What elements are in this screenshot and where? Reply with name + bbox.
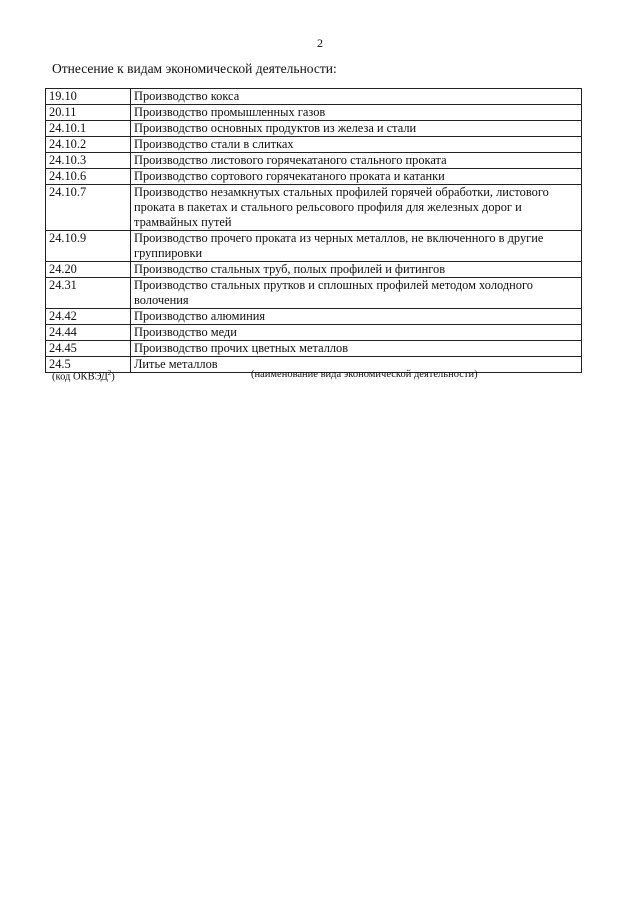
okved-code: 20.11 — [46, 105, 131, 121]
activity-name: Производство промышленных газов — [131, 105, 582, 121]
table-row — [46, 105, 582, 121]
activity-name: Производство листового горячекатаного стального проката — [131, 153, 582, 169]
activity-name: Производство алюминия — [131, 309, 582, 325]
okved-code: 19.10 — [46, 89, 131, 105]
code-caption-close: ) — [111, 371, 115, 383]
table-row — [46, 231, 582, 262]
activity-name: Производство незамкнутых стальных профилей горячей обработки, листового проката в пакетах и стального рельсового профиля для железных дорог и трамвайных путей — [131, 185, 582, 231]
code-caption — [52, 369, 115, 383]
table-row — [46, 185, 582, 231]
okved-code: 24.5 — [46, 357, 131, 373]
activity-name: Литье металлов — [131, 357, 582, 373]
activity-name: Производство стальных труб, полых профилей и фитингов — [131, 262, 582, 278]
okved-code: 24.45 — [46, 341, 131, 357]
table-row — [46, 309, 582, 325]
table-row — [46, 121, 582, 137]
activity-name: Производство стальных прутков и сплошных профилей методом холодного волочения — [131, 278, 582, 309]
table-row — [46, 137, 582, 153]
activity-name: Производство основных продуктов из железа и стали — [131, 121, 582, 137]
okved-code: 24.10.1 — [46, 121, 131, 137]
okved-code: 24.10.9 — [46, 231, 131, 262]
intro-text: Отнесение к видам экономической деятельности: — [52, 61, 337, 76]
okved-code: 24.42 — [46, 309, 131, 325]
activity-name: Производство сортового горячекатаного проката и катанки — [131, 169, 582, 185]
code-caption-text: (код ОКВЭД — [52, 371, 108, 383]
table-row — [46, 89, 582, 105]
okved-code: 24.31 — [46, 278, 131, 309]
okved-code: 24.44 — [46, 325, 131, 341]
okved-code: 24.10.7 — [46, 185, 131, 231]
table-row — [46, 262, 582, 278]
okved-code: 24.10.2 — [46, 137, 131, 153]
activity-name: Производство прочего проката из черных металлов, не включенного в другие группировки — [131, 231, 582, 262]
table-row — [46, 325, 582, 341]
table-row — [46, 341, 582, 357]
table-row — [46, 169, 582, 185]
footnote-mark: 2 — [107, 369, 112, 377]
activity-name: Производство кокса — [131, 89, 582, 105]
name-caption: (наименование вида экономической деятельности) — [251, 369, 478, 380]
activity-name: Производство прочих цветных металлов — [131, 341, 582, 357]
okved-table — [45, 88, 582, 373]
okved-code: 24.10.3 — [46, 153, 131, 169]
activity-name: Производство меди — [131, 325, 582, 341]
table-row — [46, 278, 582, 309]
page-number: 2 — [317, 36, 323, 50]
activity-name: Производство стали в слитках — [131, 137, 582, 153]
okved-code: 24.20 — [46, 262, 131, 278]
table-row — [46, 153, 582, 169]
okved-code: 24.10.6 — [46, 169, 131, 185]
